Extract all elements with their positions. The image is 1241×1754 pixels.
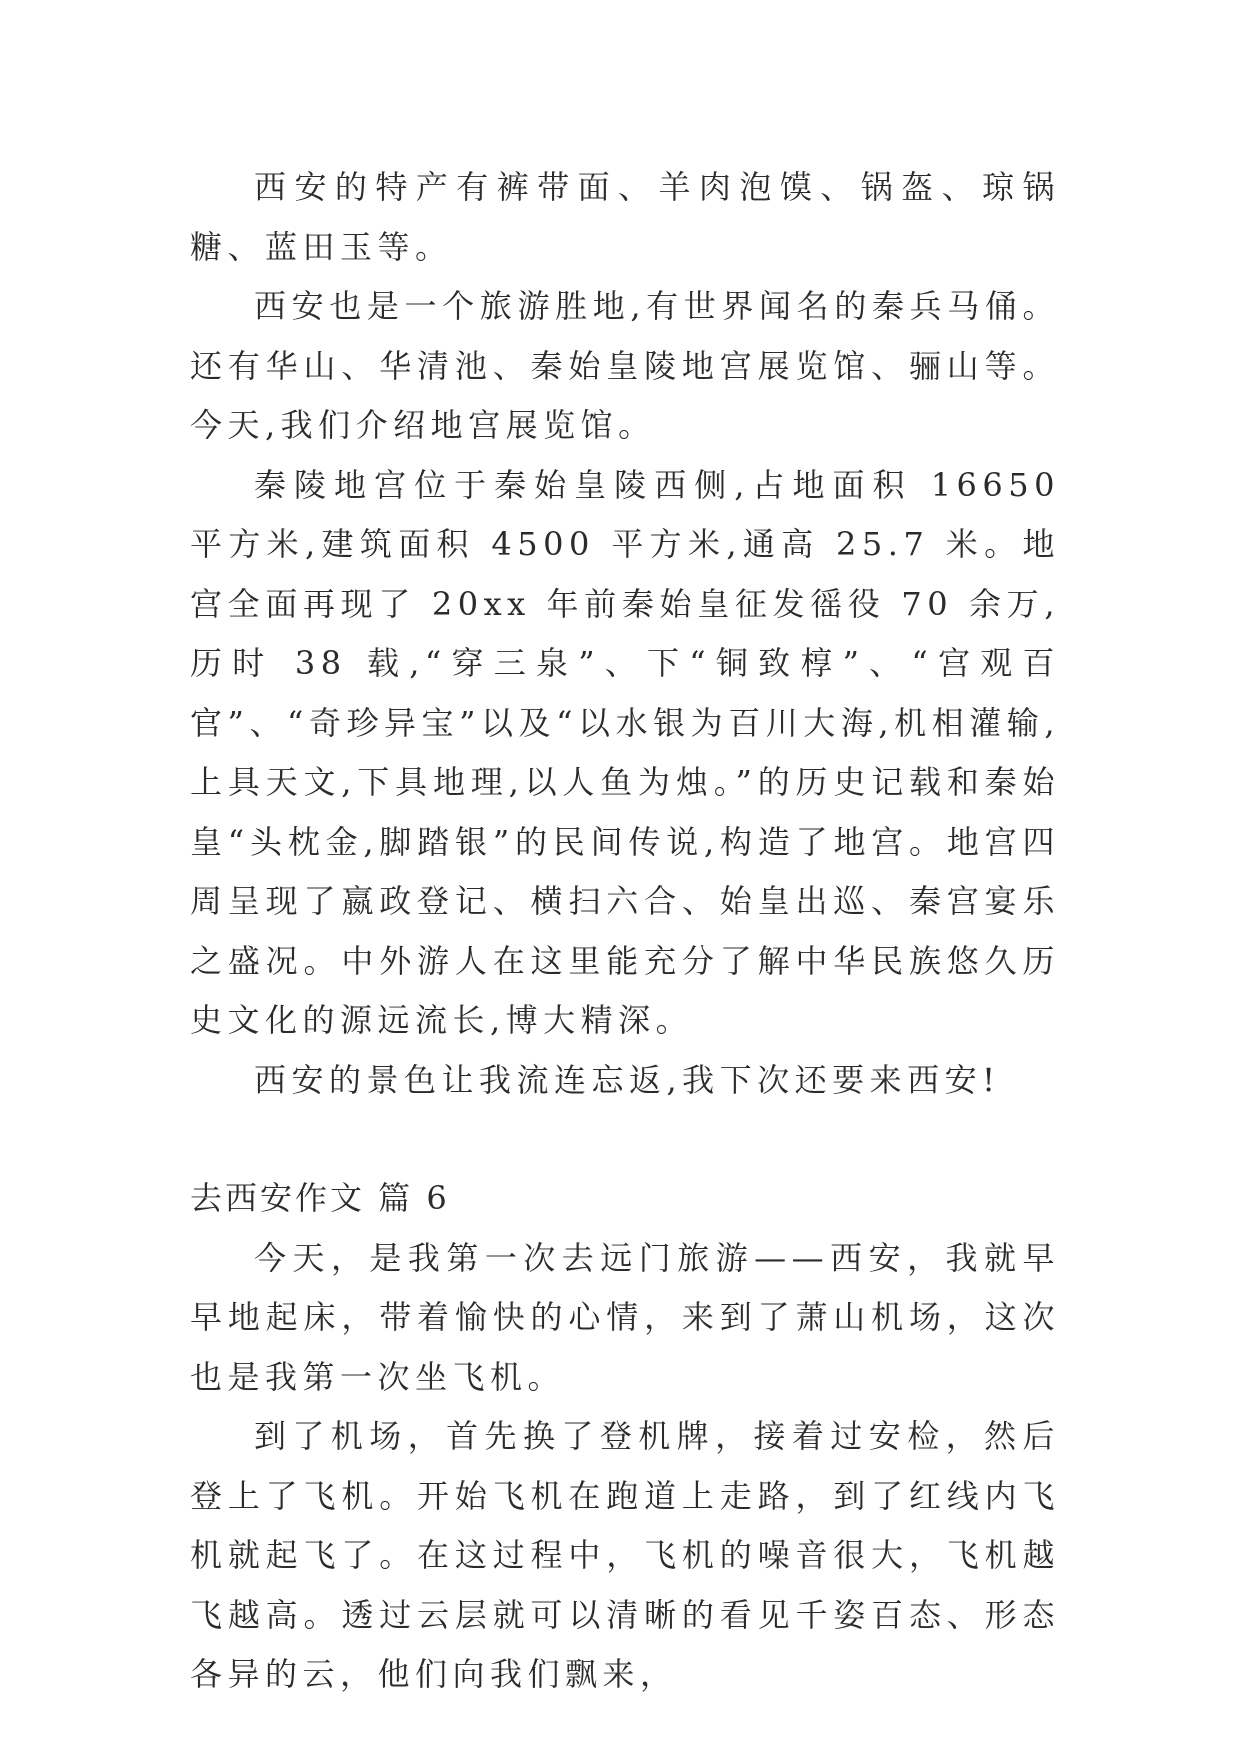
- essay-section-6: [190, 1169, 1060, 1705]
- section-heading: 去西安作文 篇 6: [190, 1179, 450, 1217]
- paragraph-specialties: 西安的特产有裤带面、羊肉泡馍、锅盔、琼锅糖、蓝田玉等。: [190, 168, 1060, 266]
- paragraph-airport: 到了机场，首先换了登机牌，接着过安检，然后登上了飞机。开始飞机在跑道上走路，到了红线内飞机就起飞了。在这过程中，飞机的噪音很大，飞机越飞越高。透过云层就可以清晰的看见千姿百态、形态各异的云，他们向我们飘来，: [190, 1417, 1060, 1693]
- document-body: [190, 158, 1060, 1705]
- essay-section-5-tail: [190, 158, 1060, 1110]
- paragraph-first-trip: 今天，是我第一次去远门旅游——西安，我就早早地起床，带着愉快的心情，来到了萧山机场，这次也是我第一次坐飞机。: [190, 1238, 1060, 1396]
- paragraph-tourism: 西安也是一个旅游胜地,有世界闻名的秦兵马俑。还有华山、华清池、秦始皇陵地宫展览馆、骊山等。今天,我们介绍地宫展览馆。: [190, 287, 1060, 444]
- paragraph-closing: 西安的景色让我流连忘返,我下次还要来西安!: [254, 1060, 1001, 1099]
- paragraph-underground-palace: 秦陵地宫位于秦始皇陵西侧,占地面积 16650 平方米,建筑面积 4500 平方米,通高 25.7 米。地宫全面再现了 20xx 年前秦始皇征发徭役 70 余万,历时 38 载,“穿三泉”、下“铜致椁”、“宫观百官”、“奇珍异宝”以及“以水银为百川大海,机相灌输,上具天文,下具地理,以人鱼为烛。”的历史记载和秦始皇“头枕金,脚踏银”的民间传说,构造了地宫。地宫四周呈现了嬴政登记、横扫六合、始皇出巡、秦宫宴乐之盛况。中外游人在这里能充分了解中华民族悠久历史文化的源远流长,博大精深。: [190, 465, 1060, 1039]
